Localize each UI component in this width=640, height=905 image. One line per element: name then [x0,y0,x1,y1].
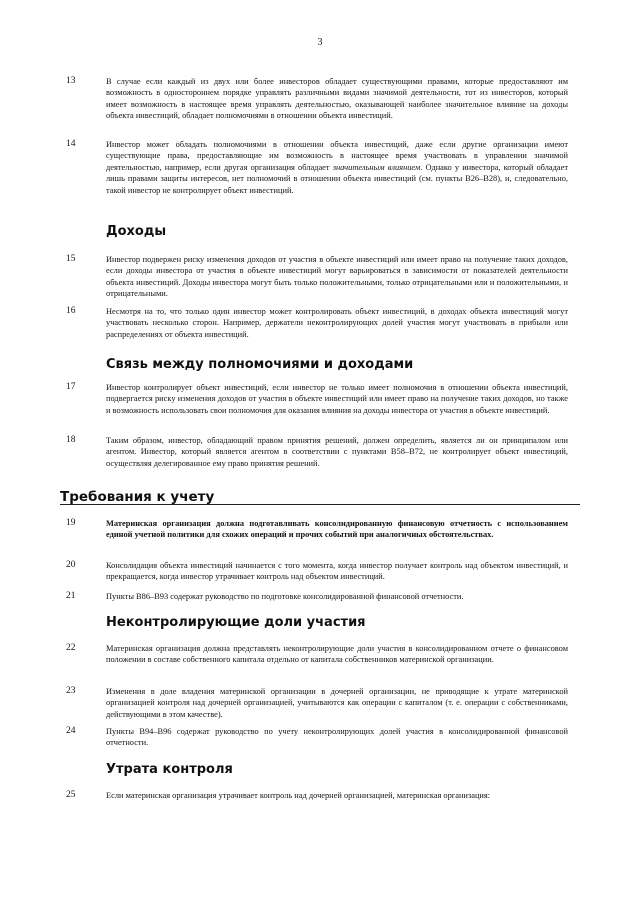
paragraph-number: 13 [66,76,76,86]
heading-income: Доходы [106,224,167,239]
paragraph-text: Инвестор контролирует объект инвестиций, если инвестор не только имеет полномочия в отношении объекта инвестиций, подвергается риску изменения доходов от участия в объекте инвестиций или имеет право на получение таких доходов, но также и возможность использовать свои полномочия для оказания влияния на доходы инвестора от участия в объекте инвестиций. [106,383,568,415]
paragraph-text: Материнская организация должна подготавливать консолидированную финансовую отчетность с использованием единой учетной политики для схожих операций и прочих событий при аналогичных обстоятельствах. [106,519,568,540]
paragraph-number: 24 [66,726,76,736]
emphasized-term: значительным влиянием [332,162,421,172]
paragraph-text: Изменения в доле владения материнской организации в дочерней организации, не приводящие к утрате материнской организацией контроля над дочерней организацией, учитываются как операции с капиталом (т. е. операции с собственниками, действующими в этом качестве). [106,687,568,719]
paragraph-text: Пункты B86–B93 содержат руководство по подготовке консолидированной финансовой отчетности. [106,592,464,601]
paragraph-number: 23 [66,686,76,696]
paragraph-number: 25 [66,790,76,800]
paragraph-text: Таким образом, инвестор, обладающий правом принятия решений, должен определить, является ли он принципалом или агентом. Инвестор, который является агентом в соответствии с пунктами B58–B72, не контролирует объект инвестиций, осуществляя делегированное ему право принятия решений. [106,436,568,468]
paragraph-text-part: . Однако у инвестора, который обладает лишь правами защиты интересов, нет полномочий в отношении объекта инвестиций (см. пункты B26–B28), и, следовательно, такой инвестор не контролирует объект инвестиций. [106,162,568,195]
paragraph-text: Материнская организация должна представлять неконтролирующие доли участия в консолидированном отчете о финансовом положении в составе собственного капитала отдельно от капитала собственников материнской организации. [106,644,568,665]
paragraph-text [106,139,568,196]
section-heading-accounting-requirements: Требования к учету [60,489,215,505]
paragraph-text-part: Инвестор может обладать полномочиями в отношении объекта инвестиций, даже если другие организации имеют существующие права, предоставляющие им возможность в настоящее время участвовать в управлении значимой деятельностью, например, если другая организация обладает [106,140,568,172]
paragraph-number: 14 [66,139,76,149]
heading-non-controlling-interests: Неконтролирующие доли участия [106,615,366,630]
page-number: 3 [317,37,323,48]
paragraph-number: 21 [66,591,76,601]
paragraph-number: 22 [66,643,76,653]
paragraph-text: Пункты B94–B96 содержат руководство по учету неконтролирующих долей участия в консолидированной финансовой отчетности. [106,727,568,748]
paragraph-number: 19 [66,518,76,528]
paragraph-text: Несмотря на то, что только один инвестор может контролировать объект инвестиций, в доходах объекта инвестиций могут участвовать несколько сторон. Например, держатели неконтролирующих долей участия могут участвовать в прибыли или распределениях от объекта инвестиций. [106,307,568,339]
paragraph-text: Инвестор подвержен риску изменения доходов от участия в объекте инвестиций или имеет право на получение таких доходов, если доходы инвестора от участия в объекте инвестиций могут варьироваться в зависимости от показателей деятельности объекта инвестиций. Доходы инвестора могут быть только положительными, только отрицательными или и положительными, и отрицательными. [106,255,568,299]
paragraph-number: 16 [66,306,76,316]
paragraph-text: В случае если каждый из двух или более инвесторов обладает существующими правами, которые предоставляют им возможность в одностороннем порядке управлять различными видами значимой деятельности, тот из инвесторов, который имеет возможность в настоящее время управлять деятельностью, оказывающей наиболее значительное влияние на доходы объекта инвестиций, обладает полномочиями в отношении объекта инвестиций. [106,77,568,121]
paragraph-number: 17 [66,382,76,392]
section-divider [60,504,580,505]
paragraph-number: 18 [66,435,76,445]
paragraph-number: 20 [66,560,76,570]
paragraph-number: 15 [66,254,76,264]
heading-power-returns-link: Связь между полномочиями и доходами [106,357,414,372]
heading-loss-of-control: Утрата контроля [106,762,233,777]
paragraph-text: Если материнская организация утрачивает контроль над дочерней организацией, материнская организация: [106,791,491,800]
paragraph-text: Консолидация объекта инвестиций начинается с того момента, когда инвестор получает контроль над объектом инвестиций, и прекращается, когда инвестор утрачивает контроль над объектом инвестиций. [106,561,568,582]
